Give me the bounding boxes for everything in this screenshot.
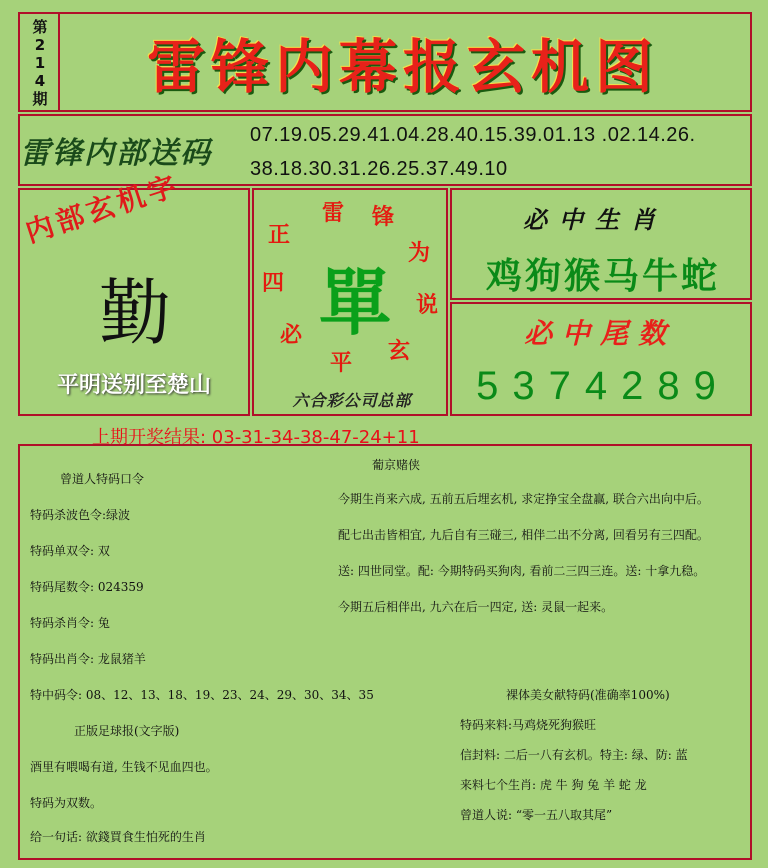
puzzle-char: 勤 [98,271,171,355]
left-line-2: 酒里有喂喝有道, 生钱不见血四也。 [30,760,218,774]
right-para: 今期五后相伴出, 九六在后一四定, 送: 灵鼠一起来。 [338,600,614,614]
right-line-2: 曾道人说: “零一五八取其尾” [460,808,613,822]
right-line-2: 来料七个生肖: 虎 牛 狗 兔 羊 蛇 龙 [460,778,647,792]
circle-char: 雷 [322,200,345,226]
circle-char: 四 [262,270,285,296]
company-name: 六合彩公司总部 [292,391,412,410]
left-line: 特码杀波色令:绿波 [30,508,131,522]
left-line: 特码尾数令: 024359 [30,580,144,594]
circle-char: 必 [280,322,303,348]
right-heading-2: 裸体美女献特码(准确率100%) [506,688,670,702]
right-para: 送: 四世同堂。配: 今期特码买狗肉, 看前二三四三连。送: 十拿九稳。 [338,564,706,578]
puzzle-poem: 平明送别至楚山 [56,372,211,398]
zodiac-label: 必中生肖 [523,206,667,234]
issue-number [22,14,58,112]
last-result: 上期开奖结果: 03-31-34-38-47-24+11 [92,427,420,448]
circle-char: 说 [416,292,439,318]
issue-char: 期 [32,90,48,108]
circle-char: 为 [408,240,431,266]
issue-char: 2 [34,36,46,54]
left-line: 特码出肖令: 龙鼠猪羊 [30,652,146,666]
right-line-2: 信封料: 二后一八有玄机。特主: 绿、防: 蓝 [460,748,688,762]
issue-char: 1 [34,54,46,72]
right-line-2: 特码来料:马鸡烧死狗猴旺 [460,718,597,732]
circle-char: 玄 [388,338,411,364]
left-heading-2: 正版足球报(文字版) [74,724,180,738]
left-line-2: 给一句话: 欲錢買食生怕死的生肖 [30,830,206,844]
tail-label: 必中尾数 [523,317,676,350]
left-heading: 曾道人特码口令 [60,472,145,486]
issue-char: 第 [32,18,48,36]
right-para: 今期生肖来六成, 五前五后埋玄机, 求定挣宝全盘赢, 联合六出向中后。 [338,492,709,506]
codes-line-2: 38.18.30.31.26.25.37.49.10 [250,158,508,180]
left-line: 特码单双令: 双 [30,544,110,558]
issue-char: 4 [34,72,46,90]
circle-char: 平 [330,350,353,376]
left-line: 特码杀肖令: 兔 [30,616,110,630]
right-heading: 葡京赌侠 [372,458,421,472]
circle-char: 锋 [372,204,395,230]
zodiac-value: 鸡狗猴马牛蛇 [485,255,720,297]
tail-value: 5374289 [476,364,730,408]
codes-label: 雷锋内部送码 [20,136,212,171]
codes-line-1: 07.19.05.29.41.04.28.40.15.39.01.13 .02.14.26. [250,124,696,146]
left-line-2: 特码为双数。 [30,796,103,810]
left-line: 特中码令: 08、12、13、18、19、23、24、29、30、34、35 [30,688,374,702]
single-char: 單 [318,260,391,345]
page-title: 雷锋内幕报玄机图 [146,33,659,101]
codes-list [250,118,740,186]
right-para: 配七出击皆相宜, 九后自有三碰三, 相伴二出不分离, 回看另有三四配。 [338,528,709,542]
inner-title: 内部玄机字 [21,168,184,250]
circle-char: 正 [268,222,291,248]
